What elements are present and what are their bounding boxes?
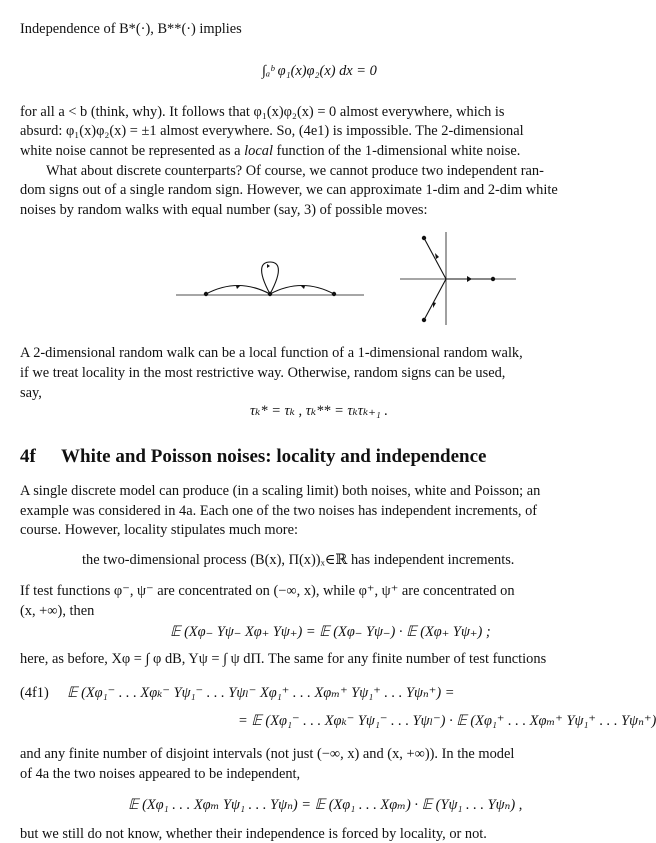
equation-tau: τₖ* = τₖ , τₖ** = τₖτₖ₊₁ . [250,403,388,419]
paragraph-line: example was considered in 4a. Each one of the two noises has independent increments, of [20,503,538,519]
paragraph-line: If test functions φ⁻, ψ⁻ are concentrated on (−∞, x), while φ⁺, ψ⁺ are concentrated on [20,583,515,599]
paragraph-line: Independence of B*(·), B**(·) implies [20,21,242,37]
paragraph-line: What about discrete counterparts? Of course, we cannot produce two independent ran- [46,163,544,179]
paragraph-line: white noise cannot be represented as a local function of the 1-dimensional white noise. [20,143,521,159]
paragraph-line: (x, +∞), then [20,603,95,619]
displayed-statement: the two-dimensional process (B(x), Π(x))ₓ∈ℝ has independent increments. [82,552,515,568]
section-title: White and Poisson noises: locality and independence [61,446,487,467]
paragraph-line: A single discrete model can produce (in a scaling limit) both noises, white and Poisson; an [20,483,541,499]
paragraph-line: absurd: φ₁(x)φ₂(x) = ±1 almost everywhere. So, (4e1) is impossible. The 2-dimensional [20,123,524,139]
section-heading [20,446,486,468]
paragraph-line: A 2-dimensional random walk can be a local function of a 1-dimensional random walk, [20,345,523,361]
paragraph-line: for all a < b (think, why). It follows that φ₁(x)φ₂(x) = 0 almost everywhere, which is [20,104,505,120]
equation-4f1-line2: = 𝔼 (Xφ₁⁻ . . . Xφₖ⁻ Yψ₁⁻ . . . Yψₗ⁻) · 𝔼 (Xφ₁⁺ . . . Xφₘ⁺ Yψ₁⁺ . . . Yψₙ⁺) [238,713,656,729]
equation-4f1-line1: 𝔼 (Xφ₁⁻ . . . Xφₖ⁻ Yψ₁⁻ . . . Yψₗ⁻ Xφ₁⁺ . . . Xφₘ⁺ Yψ₁⁺ . . . Yψₙ⁺) = [67,685,455,701]
paragraph-line: dom signs out of a single random sign. However, we can approximate 1-dim and 2-dim white [20,182,558,198]
equation-expectation: 𝔼 (Xφ₋ Yψ₋ Xφ₊ Yψ₊) = 𝔼 (Xφ₋ Yψ₋) · 𝔼 (Xφ₊ Yψ₊) ; [170,624,491,640]
equation-label: (4f1) [20,685,49,701]
paragraph-line: of 4a the two noises appeared to be independent, [20,766,301,782]
equation-integral: ∫ₐᵇ φ₁(x)φ₂(x) dx = 0 [262,63,377,79]
paragraph-line: say, [20,385,42,401]
paragraph-line: and any finite number of disjoint intervals (not just (−∞, x) and (x, +∞)). In the model [20,746,515,762]
paragraph-line: but we still do not know, whether their independence is forced by locality, or not. [20,826,487,842]
paragraph-line: if we treat locality in the most restrictive way. Otherwise, random signs can be used, [20,365,506,381]
section-number: 4f [20,446,36,467]
paragraph-line: noises by random walks with equal number (say, 3) of possible moves: [20,202,428,218]
paragraph-line: course. However, locality stipulates much more: [20,522,298,538]
emphasis-local: local [244,143,273,159]
equation-independence: 𝔼 (Xφ₁ . . . Xφₘ Yψ₁ . . . Yψₙ) = 𝔼 (Xφ₁ . . . Xφₘ) · 𝔼 (Yψ₁ . . . Yψₙ) , [128,797,523,813]
paragraph-line: here, as before, Xφ = ∫ φ dB, Yψ = ∫ ψ dΠ. The same for any finite number of test functions [20,651,547,667]
